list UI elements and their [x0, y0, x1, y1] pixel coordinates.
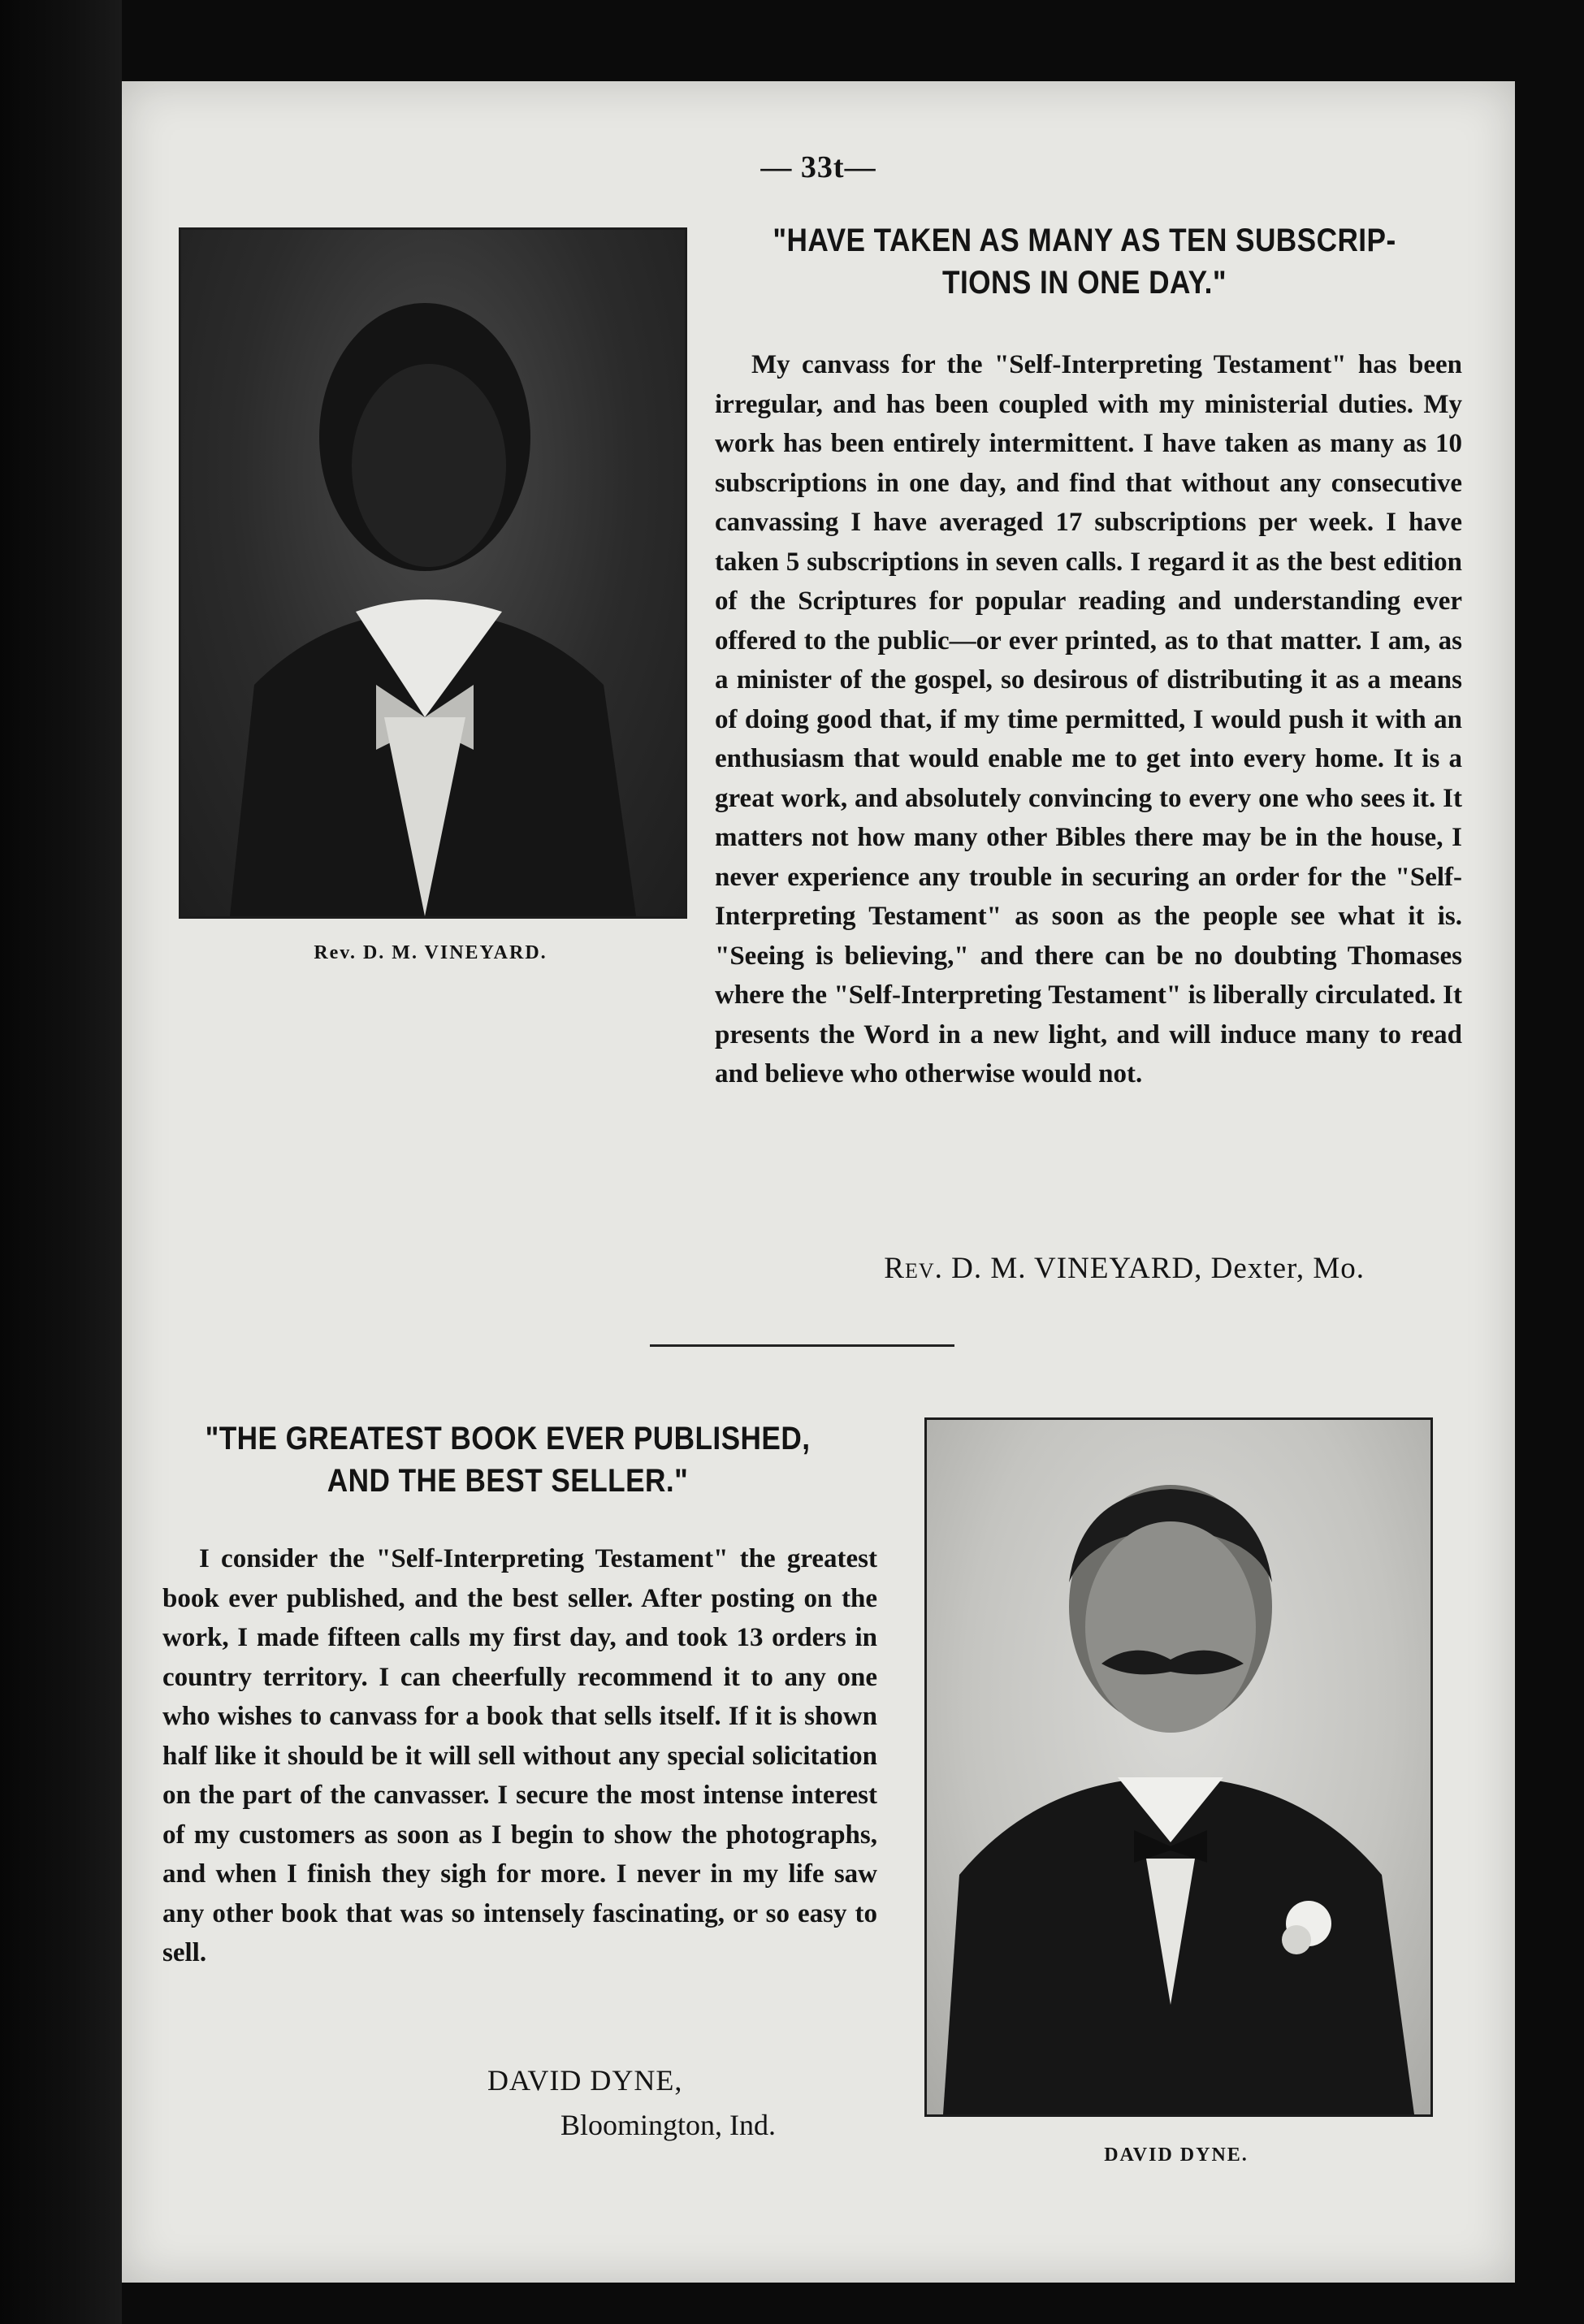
signature-title: Rev.: [884, 1252, 943, 1285]
signature-dyne-name: DAVID DYNE,: [487, 2064, 683, 2097]
portrait-dyne-illustration: [927, 1420, 1430, 2114]
headline-line-2: AND THE BEST SELLER.": [327, 1463, 689, 1499]
photo-caption-vineyard: Rev. D. M. VINEYARD.: [314, 942, 547, 963]
signature-name: D. M. VINEYARD, Dexter, Mo.: [951, 1252, 1365, 1285]
testimonial-2-body: [162, 1539, 877, 1973]
headline-testimonial-2: [175, 1417, 840, 1502]
signature-vineyard: [884, 1251, 1365, 1286]
headline-line-1: "THE GREATEST BOOK EVER PUBLISHED,: [205, 1421, 811, 1456]
testimonial-1-body: [179, 345, 1462, 1094]
section-divider: [650, 1344, 954, 1347]
testimonial-2-paragraph: I consider the "Self-Interpreting Testament" the greatest book ever published, and the best seller. After posting on the work, I made fifteen calls my first day, and took 13 orders in country territory. I can cheerfully recommend it to any one who wishes to canvass for a book that sells itself. If it is shown half like it should be it will sell without any special solicitation on the part of the canvasser. I secure the most intense interest of my customers as soon as I begin to show the photographs, and when I finish they sigh for more. I never in my life saw any other book that was so intensely fascinating, or so easy to sell.: [162, 1544, 877, 1967]
document-page: [122, 81, 1515, 2283]
headline-testimonial-1: [752, 219, 1417, 304]
book-spine: [0, 0, 122, 2324]
headline-line-1: "HAVE TAKEN AS MANY AS TEN SUBSCRIP-: [773, 223, 1396, 258]
portrait-photo-dyne: [924, 1417, 1433, 2117]
testimonial-1-paragraph: My canvass for the "Self-Interpreting Testament" has been irregular, and has been coupled with my ministerial duties. My work has been entirely intermittent. I have taken as many as 10 subscriptions in one day, and find that without any consecutive canvassing I have averaged 17 subscriptions per week. I have taken 5 subscriptions in seven calls. I regard it as the best edition of the Scriptures for popular reading and understanding ever offered to the public—or ever printed, as to that matter. I am, as a minister of the gospel, so desirous of distributing it as a means of doing good that, if my time permitted, I would push it with an enthusiasm that would enable me to get into every home. It is a great work, and absolutely convincing to every one who sees it. It matters not how many other Bibles there may be in the house, I never experience any trouble in securing an order for the "Self-Interpreting Testament" as soon as the people see what it is. "Seeing is believing," and there can be no doubting Thomases where the "Self-Interpreting Testament" is liberally circulated. It presents the Word in a new light, and will induce many to read and believe who otherwise would not.: [715, 350, 1462, 1088]
headline-line-2: TIONS IN ONE DAY.": [942, 265, 1227, 301]
photo-caption-dyne: DAVID DYNE.: [1104, 2144, 1249, 2166]
page-number: — 33t—: [760, 150, 876, 184]
signature-dyne-place: Bloomington, Ind.: [560, 2109, 777, 2141]
